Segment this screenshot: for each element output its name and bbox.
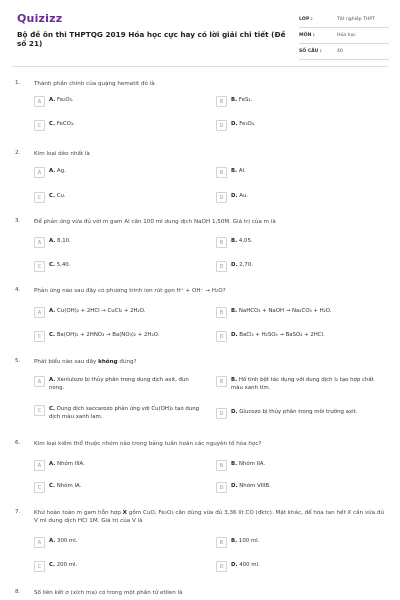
option-box: D	[216, 331, 227, 342]
option-text: Cu(OH)₂ + 2HCl → CuCl₂ + 2H₂O.	[57, 308, 146, 314]
worksheet-header	[0, 0, 400, 62]
option-box: D	[216, 408, 227, 419]
option-d[interactable]	[216, 482, 386, 493]
option-box: A	[34, 96, 45, 107]
option-box: A	[34, 237, 45, 248]
option-box: D	[216, 482, 227, 493]
option-letter: D.	[231, 332, 238, 338]
option-box: B	[216, 237, 227, 248]
quizizz-logo: Quizizz	[17, 12, 63, 25]
option-box: C	[34, 482, 45, 493]
option-text: Nhóm IIA.	[238, 461, 266, 467]
option-letter: C.	[49, 483, 56, 489]
option-text: 400 ml.	[239, 562, 260, 568]
option-d[interactable]	[216, 331, 386, 342]
meta-value: Hóa học	[337, 33, 356, 38]
question-number: 5.	[15, 358, 21, 364]
option-d[interactable]	[216, 120, 386, 131]
option-text: Fe₃O₄.	[239, 121, 256, 127]
question-text: Phát biểu nào sau đây không đúng?	[34, 359, 137, 365]
option-letter: D.	[231, 483, 238, 489]
option-letter: B.	[231, 538, 238, 544]
meta-value: 40	[337, 49, 343, 54]
meta-row-grade	[299, 12, 389, 28]
option-text: 4,05.	[238, 238, 253, 244]
option-letter: A.	[49, 377, 56, 383]
option-b[interactable]	[216, 460, 386, 471]
option-b[interactable]	[216, 237, 386, 248]
option-text: BaCl₂ + H₂SO₄ → BaSO₄ + 2HCl.	[239, 332, 325, 338]
option-c[interactable]	[34, 192, 204, 203]
option-text: Hồ tinh bột tác dụng với dung dịch I₂ tạo hợp chất màu xanh tím.	[231, 377, 374, 391]
option-letter: C.	[49, 332, 56, 338]
option-text: Al.	[238, 168, 246, 174]
option-b[interactable]	[216, 96, 386, 107]
option-text: Au.	[239, 193, 249, 199]
option-text: Ba(OH)₂ + 2HNO₃ → Ba(NO₃)₂ + 2H₂O.	[56, 332, 160, 338]
option-box: D	[216, 261, 227, 272]
option-letter: A.	[49, 461, 56, 467]
option-a[interactable]	[34, 96, 204, 107]
option-letter: D.	[231, 121, 238, 127]
option-text: Nhóm IIIA.	[57, 461, 85, 467]
question-number: 2.	[15, 150, 21, 156]
option-text: 5,40.	[56, 262, 71, 268]
option-box: D	[216, 120, 227, 131]
option-letter: B.	[231, 168, 238, 174]
option-letter: B.	[231, 461, 238, 467]
option-text: 200 ml.	[56, 562, 78, 568]
question-number: 8.	[15, 589, 21, 595]
option-text: Fe₂O₃.	[57, 97, 74, 103]
option-box: A	[34, 307, 45, 318]
meta-row-subject	[299, 28, 389, 44]
option-c[interactable]	[34, 261, 204, 272]
option-text: 2,70.	[239, 262, 253, 268]
option-d[interactable]	[216, 408, 386, 419]
option-text: Xenlulozo bị thủy phân trong dung dịch axit, đun nóng.	[49, 377, 189, 391]
option-letter: B.	[231, 238, 238, 244]
question-text: Số liên kết σ (xích ma) có trong một phân tử etilen là	[34, 590, 183, 596]
option-text: Ag.	[57, 168, 66, 174]
option-box: C	[34, 120, 45, 131]
question-text: Để phản ứng vừa đủ với m gam Al cần 100 ml dung dịch NaOH 1,50M. Giá trị của m là	[34, 219, 276, 225]
option-letter: A.	[49, 538, 56, 544]
option-box: D	[216, 561, 227, 572]
header-divider	[12, 66, 388, 67]
option-box: B	[216, 96, 227, 107]
option-box: D	[216, 192, 227, 203]
meta-key: LỚP :	[299, 17, 313, 22]
meta-value: Tốt nghiệp THPT	[337, 17, 375, 22]
option-letter: C.	[49, 193, 56, 199]
option-letter: B.	[231, 308, 238, 314]
option-text: 8,10.	[57, 238, 71, 244]
option-text: Dung dịch saccarozo phản ứng với Cu(OH)₂ tạo dung dịch màu xanh lam.	[49, 406, 200, 420]
option-letter: A.	[49, 238, 56, 244]
meta-table	[299, 12, 389, 60]
option-letter: D.	[231, 409, 238, 415]
option-letter: A.	[49, 168, 56, 174]
option-b[interactable]	[216, 167, 386, 178]
option-text: 300 ml.	[57, 538, 78, 544]
option-letter: C.	[49, 562, 56, 568]
option-letter: D.	[231, 193, 238, 199]
option-letter: C.	[49, 121, 56, 127]
option-letter: A.	[49, 97, 56, 103]
option-c[interactable]	[34, 482, 204, 493]
option-letter: B.	[231, 97, 238, 103]
option-box: A	[34, 376, 45, 387]
option-text: Nhóm VIIIB.	[239, 483, 271, 489]
option-letter: D.	[231, 262, 238, 268]
option-c[interactable]	[34, 331, 204, 342]
option-d[interactable]	[216, 192, 386, 203]
option-a[interactable]	[34, 376, 204, 393]
question-text: Phản ứng nào sau đây có phương trình ion rút gọn H⁺ + OH⁻ → H₂O?	[34, 288, 226, 294]
option-text: Nhóm IA.	[56, 483, 82, 489]
option-b[interactable]	[216, 307, 386, 318]
option-letter: A.	[49, 308, 56, 314]
option-c[interactable]	[34, 561, 204, 572]
option-text: FeCO₃.	[56, 121, 75, 127]
option-letter: C.	[49, 262, 56, 268]
meta-key: MÔN :	[299, 33, 315, 38]
question-number: 6.	[15, 440, 21, 446]
option-c[interactable]	[34, 120, 204, 131]
option-box: B	[216, 537, 227, 548]
meta-key: SỐ CÂU :	[299, 49, 322, 54]
option-box: C	[34, 561, 45, 572]
option-a[interactable]	[34, 167, 204, 178]
option-box: C	[34, 261, 45, 272]
option-text: Cu.	[56, 193, 66, 199]
question-text: Thành phần chính của quặng hematit đó là	[34, 81, 155, 87]
option-c[interactable]	[34, 405, 204, 422]
option-box: C	[34, 331, 45, 342]
option-box: C	[34, 405, 45, 416]
option-a[interactable]	[34, 307, 204, 318]
option-text: 100 ml.	[238, 538, 260, 544]
question-number: 4.	[15, 287, 21, 293]
option-letter: B.	[231, 377, 238, 383]
question-text: Kim loại kiềm thổ thuộc nhóm nào trong bảng tuần hoàn các nguyên tố hóa học?	[34, 441, 262, 447]
option-text: FeS₂.	[238, 97, 253, 103]
option-box: B	[216, 376, 227, 387]
question-number: 7.	[15, 509, 21, 515]
option-text: NaHCO₃ + NaOH → Na₂CO₃ + H₂O.	[238, 308, 332, 314]
option-letter: C.	[49, 406, 56, 412]
option-b[interactable]	[216, 537, 386, 548]
option-text: Glucozo bị thủy phân trong môi trường axit.	[239, 409, 358, 415]
option-box: C	[34, 192, 45, 203]
option-box: B	[216, 460, 227, 471]
option-box: A	[34, 167, 45, 178]
option-letter: D.	[231, 562, 238, 568]
question-text: Kim loại dẻo nhất là	[34, 151, 90, 157]
option-box: A	[34, 537, 45, 548]
question-number: 3.	[15, 218, 21, 224]
option-b[interactable]	[216, 376, 386, 393]
meta-row-count	[299, 44, 389, 60]
option-box: B	[216, 307, 227, 318]
option-box: B	[216, 167, 227, 178]
page-title: Bộ đề ôn thi THPTQG 2019 Hóa học cực hay có lời giải chi tiết (Đề số 21)	[17, 30, 286, 48]
option-d[interactable]	[216, 561, 386, 572]
option-d[interactable]	[216, 261, 386, 272]
option-a[interactable]	[34, 537, 204, 548]
question-number: 1.	[15, 80, 21, 86]
option-a[interactable]	[34, 460, 204, 471]
option-a[interactable]	[34, 237, 204, 248]
option-box: A	[34, 460, 45, 471]
question-text: Khử hoàn toàn m gam hỗn hợp X gồm CuO, Fe₂O₃ cần dùng vừa đủ 3,36 lít CO (đktc). Mặt khác, để hòa tan hết X cần vừa đủ V ml dung dịch HCl 1M. Giá trị của V là	[34, 510, 385, 525]
